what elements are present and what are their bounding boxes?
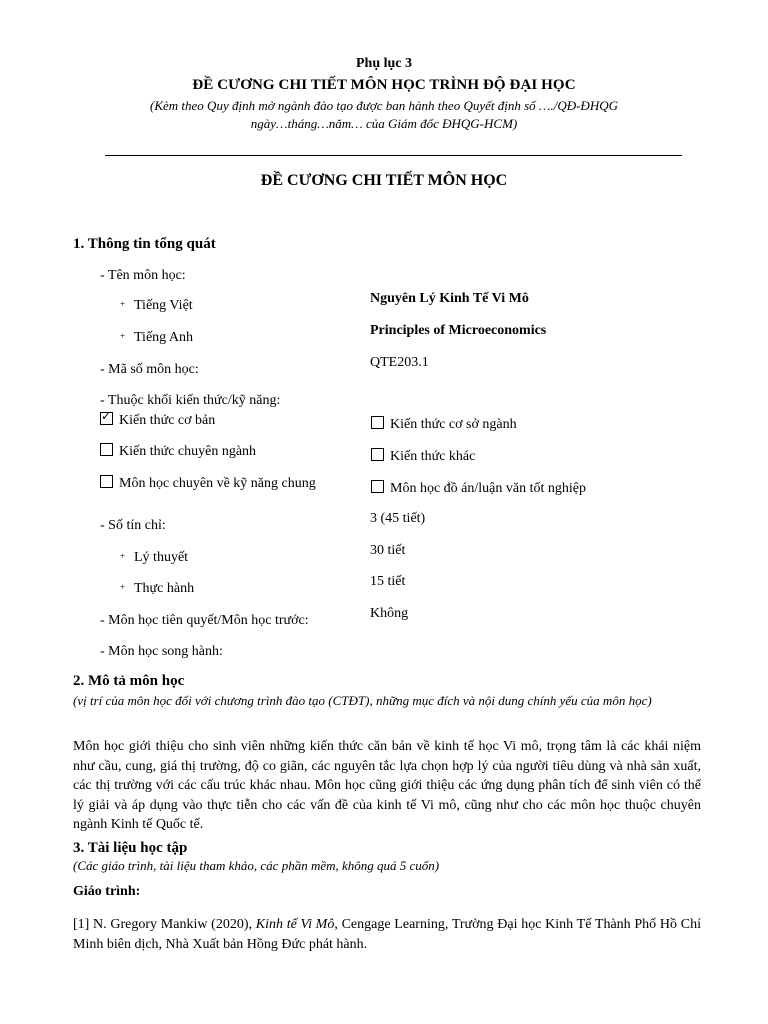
header-note-line2: ngày…tháng…năm… của Giám đốc ĐHQG-HCM)	[250, 116, 518, 131]
checkbox-icon[interactable]	[371, 416, 384, 429]
checkbox-specialized-label: Kiến thức chuyên ngành	[119, 444, 257, 459]
checkbox-thesis[interactable]	[371, 480, 586, 497]
checkbox-icon[interactable]	[371, 448, 384, 461]
code-label: - Mã số môn học:	[100, 362, 199, 377]
theory-label: Lý thuyết	[134, 550, 189, 565]
textbook-label: Giáo trình:	[73, 884, 141, 899]
credits-value: 3 (45 tiết)	[370, 511, 426, 526]
checkbox-other[interactable]	[371, 448, 475, 465]
prereq-label: - Môn học tiên quyết/Môn học trước:	[100, 613, 309, 628]
checkbox-other-label: Kiến thức khác	[390, 449, 476, 464]
main-title: ĐỀ CƯƠNG CHI TIẾT MÔN HỌC TRÌNH ĐỘ ĐẠI HỌC	[192, 77, 576, 93]
section3-heading: 3. Tài liệu học tập	[73, 840, 188, 856]
theory-value: 30 tiết	[370, 543, 406, 558]
bullet-icon: +	[120, 331, 126, 341]
checkbox-thesis-label: Môn học đồ án/luận văn tốt nghiệp	[390, 481, 586, 496]
document-title: ĐỀ CƯƠNG CHI TIẾT MÔN HỌC	[260, 172, 508, 189]
vn-name-row	[120, 298, 193, 314]
en-value: Principles of Microeconomics	[370, 323, 547, 338]
practice-label: Thực hành	[134, 581, 195, 596]
ref1-prefix: [1] N. Gregory Mankiw (2020),	[73, 917, 256, 932]
en-label: Tiếng Anh	[134, 330, 194, 345]
vn-label: Tiếng Việt	[134, 298, 193, 313]
en-name-row	[120, 330, 193, 346]
ref1-title: Kinh tế Vi Mô	[255, 917, 335, 932]
bullet-icon: +	[120, 582, 126, 592]
section1-heading: 1. Thông tin tổng quát	[73, 236, 216, 252]
header-note-line1: (Kèm theo Quy định mở ngành đào tạo được ban hành theo Quyết định số …./QĐ-ĐHQG	[150, 98, 618, 113]
vn-value: Nguyên Lý Kinh Tế Vi Mô	[370, 291, 529, 306]
checkbox-icon[interactable]	[100, 443, 113, 456]
code-value: QTE203.1	[370, 355, 429, 370]
checkbox-major-base[interactable]	[371, 416, 517, 433]
section3-note: (Các giáo trình, tài liệu tham khảo, các phần mềm, không quá 5 cuốn)	[73, 858, 440, 873]
parallel-label: - Môn học song hành:	[100, 644, 223, 659]
checkbox-specialized[interactable]	[100, 443, 256, 460]
bullet-icon: +	[120, 551, 126, 561]
checkbox-major-base-label: Kiến thức cơ sở ngành	[390, 417, 517, 432]
prereq-value: Không	[370, 606, 409, 621]
ref1-suffix: , Cengage Learning, Trường Đại học Kinh Tế Thành Phố Hồ Chí Minh biên dịch, Nhà Xuất bản Hồng Đức phát hành.	[73, 917, 701, 952]
section2-note: (vị trí của môn học đối với chương trình đào tạo (CTĐT), những mục đích và nội dung chính yếu của môn học)	[73, 693, 652, 708]
bullet-icon: +	[120, 299, 126, 309]
course-name-label: - Tên môn học:	[100, 268, 186, 283]
checkbox-icon[interactable]	[100, 475, 113, 488]
credits-label: - Số tín chỉ:	[100, 518, 166, 533]
theory-row	[120, 550, 188, 566]
divider	[105, 155, 682, 156]
section2-body: Môn học giới thiệu cho sinh viên những kiến thức căn bản về kinh tế học Vi mô, trọng tâm là các khái niệm như cầu, cung, giá thị trường, độ co giãn, các nguyên tắc lựa chọn hợp lý của người tiêu dùng và nhà sản xuất, các thị trường với các cấu trúc khác nhau. Môn học cũng giới thiệu các ứng dụng phân tích để sinh viên có thể lý giải và áp dụng vào thực tiễn cho các vấn đề của kinh tế Vi mô, cũng như cho các môn học thuộc chuyên ngành Kinh tế Quốc tế.	[73, 739, 701, 832]
checkbox-basic[interactable]	[100, 412, 215, 429]
checkbox-basic-label: Kiến thức cơ bản	[119, 413, 216, 428]
checkbox-icon[interactable]	[371, 480, 384, 493]
section2-heading: 2. Mô tả môn học	[73, 673, 185, 689]
practice-row	[120, 581, 194, 597]
checkbox-checked-icon[interactable]	[100, 412, 113, 425]
reference-1	[73, 915, 701, 954]
appendix-label: Phụ lục 3	[355, 56, 412, 71]
block-label: - Thuộc khối kiến thức/kỹ năng:	[100, 393, 281, 408]
checkbox-general-skills[interactable]	[100, 475, 316, 492]
practice-value: 15 tiết	[370, 574, 406, 589]
checkbox-general-skills-label: Môn học chuyên về kỹ năng chung	[119, 476, 316, 491]
